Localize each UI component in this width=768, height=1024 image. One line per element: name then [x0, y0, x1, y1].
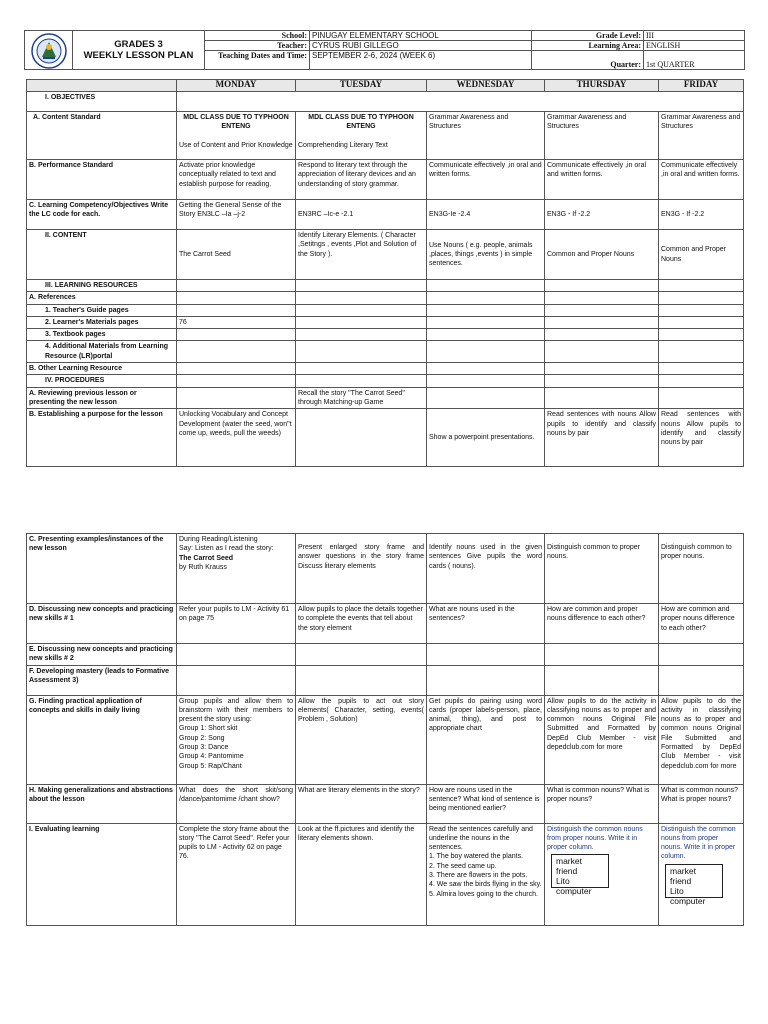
cs-tuesday — [296, 112, 427, 160]
ps-tuesday: Respond to literary text through the appreciation of literary devices and an understanding of story grammar. — [296, 160, 427, 200]
grade-level-value: III — [644, 31, 745, 41]
cs-wednesday: Grammar Awareness and Structures — [427, 112, 545, 160]
evaluating-wednesday-text: Read the sentences carefully and underline the nouns in the sentences. — [429, 825, 533, 852]
quarter-value: 1st QUARTER — [644, 60, 745, 70]
dates-label: Teaching Dates and Time: — [205, 51, 310, 70]
lc-monday: Getting the General Sense of the Story EN3LC –Ia –j-2 — [177, 200, 296, 230]
generalizations-tuesday: What are literary elements in the story? — [296, 784, 427, 823]
discussing1-label: D. Discussing new concepts and practicing new skills # 1 — [27, 604, 177, 644]
content-heading: II. CONTENT — [27, 230, 177, 280]
mastery-label: F. Developing mastery (leads to Formative Assessment 3) — [27, 665, 177, 695]
ps-monday: Activate prior knowledge conceptually related to text and establish purpose for reading. — [177, 160, 296, 200]
evaluating-label: I. Evaluating learning — [27, 823, 177, 925]
word-box — [551, 854, 609, 897]
other-resources-label: B. Other Learning Resource — [27, 363, 177, 375]
presenting-friday: Distinguish common to proper nouns. — [659, 534, 744, 604]
header-table — [24, 30, 745, 70]
objectives-blank — [177, 92, 744, 112]
school-value: PINUGAY ELEMENTARY SCHOOL — [310, 31, 532, 41]
word-item: friend — [556, 866, 578, 877]
lm-pages-label: 2. Learner's Materials pages — [27, 316, 177, 328]
performance-standard-label: B. Performance Standard — [27, 160, 177, 200]
cs-tuesday-title: MDL CLASS DUE TO TYPHOON ENTENG — [308, 114, 414, 131]
evaluating-thursday — [545, 823, 659, 925]
sentence-item: 5. Almira loves going to the church. — [429, 890, 538, 898]
ps-friday: Communicate effectively ,in oral and written forms. — [659, 160, 744, 200]
group-item: Group 2: Song — [179, 734, 225, 742]
word-item: friend — [670, 875, 692, 886]
day-header-tuesday: TUESDAY — [296, 80, 427, 92]
purpose-monday: Unlocking Vocabulary and Concept Development (water the seed, won"t come up, weeds, pull the weeds) — [177, 409, 296, 467]
reviewing-label: A. Reviewing previous lesson or presenting the new lesson — [27, 387, 177, 409]
finding-monday-text: Group pupils and allow them to brainstorm with their members to present the story using: — [179, 697, 293, 724]
purpose-friday: Read sentences with nouns Allow pupils to identify and classify nouns by pair — [659, 409, 744, 467]
generalizations-thursday: What is common nouns? What is proper nouns? — [545, 784, 659, 823]
evaluating-wednesday — [427, 823, 545, 925]
presenting-tuesday: Present enlarged story frame and answer questions in the story frame Discuss literary elements — [296, 534, 427, 604]
area-value: ENGLISH — [644, 41, 745, 51]
cs-monday — [177, 112, 296, 160]
discussing1-monday: Refer your pupils to LM - Activity 61 on page 75 — [177, 604, 296, 644]
sentence-item: 3. There are flowers in the pots. — [429, 872, 528, 880]
presenting-label: C. Presenting examples/instances of the new lesson — [27, 534, 177, 604]
content-thursday: Common and Proper Nouns — [545, 230, 659, 280]
additional-materials-label: 4. Additional Materials from Learning Resource (LR)portal — [27, 341, 177, 363]
day-header-thursday: THURSDAY — [545, 80, 659, 92]
title-block — [73, 31, 205, 70]
presenting-monday-author: by Ruth Krauss — [179, 563, 227, 571]
day-header-monday: MONDAY — [177, 80, 296, 92]
generalizations-friday: What is common nouns? What is proper nouns? — [659, 784, 744, 823]
discussing1-friday: How are common and proper nouns difference to each other? — [659, 604, 744, 644]
day-header-friday: FRIDAY — [659, 80, 744, 92]
lc-wednesday: EN3G-Ie -2.4 — [427, 200, 545, 230]
evaluating-monday: Complete the story frame about the story "The Carrot Seed". Refer your pupils to LM - Activity 62 on page 76. — [177, 823, 296, 925]
presenting-monday — [177, 534, 296, 604]
procedures-heading: IV. PROCEDURES — [27, 375, 177, 387]
generalizations-monday: What does the short skit/song /dance/pantomime /chant show? — [177, 784, 296, 823]
word-item: Lito — [670, 885, 684, 896]
finding-label: G. Finding practical application of concepts and skills in daily living — [27, 695, 177, 784]
deped-seal — [25, 31, 73, 70]
group-item: Group 3: Dance — [179, 744, 229, 752]
grades-title: GRADES 3 — [114, 39, 163, 50]
finding-monday — [177, 695, 296, 784]
evaluating-tuesday: Look at the ff.pictures and identify the literary elements shown. — [296, 823, 427, 925]
purpose-thursday: Read sentences with nouns Allow pupils to identify and classify nouns by pair — [545, 409, 659, 467]
ps-thursday: Communicate effectively ,in oral and written forms. — [545, 160, 659, 200]
review-tuesday: Recall the story "The Carrot Seed" through Matching-up Game — [296, 387, 427, 409]
discussing1-tuesday: Allow pupils to place the details together to complete the events that tell about the story element — [296, 604, 427, 644]
lesson-plan-table-page2 — [26, 533, 744, 926]
sentence-item: 4. We saw the birds flying in the sky. — [429, 881, 542, 889]
quarter-label: Quarter: — [532, 60, 644, 70]
sentence-item: 2. The seed came up. — [429, 862, 497, 870]
ps-wednesday: Communicate effectively ,in oral and written forms. — [427, 160, 545, 200]
resources-heading: III. LEARNING RESOURCES — [27, 280, 177, 292]
competency-label: C. Learning Competency/Objectives Write the LC code for each. — [27, 200, 177, 230]
discussing1-thursday: How are common and proper nouns difference to each other? — [545, 604, 659, 644]
lesson-plan-table-page1 — [26, 79, 744, 467]
generalizations-label: H. Making generalizations and abstractions about the lesson — [27, 784, 177, 823]
teacher-value: CYRUS RUBI GILLEGO — [310, 41, 532, 51]
lc-tuesday: EN3RC –Ic-e -2.1 — [296, 200, 427, 230]
purpose-wednesday: Show a powerpoint presentations. — [427, 409, 545, 467]
objectives-heading: I. OBJECTIVES — [27, 92, 177, 112]
lc-thursday: EN3G - If -2.2 — [545, 200, 659, 230]
content-friday: Common and Proper Nouns — [659, 230, 744, 280]
dates-value: SEPTEMBER 2-6, 2024 (WEEK 6) — [310, 51, 532, 70]
presenting-wednesday: Identify nouns used in the given sentences Give pupils the word cards ( nouns). — [427, 534, 545, 604]
word-item: computer — [556, 886, 592, 897]
finding-wednesday: Get pupils do pairing using word cards (proper labels-person, place, animal, thing), and post to appropriate chart — [427, 695, 545, 784]
group-item: Group 4: Pantomime — [179, 753, 244, 761]
content-monday: The Carrot Seed — [177, 230, 296, 280]
word-item: market — [670, 865, 696, 876]
cs-tuesday-text: Comprehending Literary Text — [298, 141, 388, 149]
presenting-thursday: Distinguish common to proper nouns. — [545, 534, 659, 604]
sentence-item: 1. The boy watered the plants. — [429, 853, 524, 861]
teacher-label: Teacher: — [205, 41, 310, 51]
cs-monday-title: MDL CLASS DUE TO TYPHOON ENTENG — [183, 114, 289, 131]
cs-monday-text: Use of Content and Prior Knowledge — [179, 141, 293, 149]
content-tuesday: Identify Literary Elements. ( Character ,Setitngs , events ,Plot and Solution of the Story ). — [296, 230, 427, 280]
area-label: Learning Area: — [532, 41, 644, 51]
word-item: Lito — [556, 876, 570, 887]
tg-pages-label: 1. Teacher's Guide pages — [27, 304, 177, 316]
content-wednesday: Use Nouns ( e.g. people, animals ,places, things ,events ) in simple sentences. — [427, 230, 545, 280]
word-box — [665, 864, 723, 906]
references-label: A. References — [27, 292, 177, 304]
plan-title: WEEKLY LESSON PLAN — [83, 50, 194, 61]
finding-thursday: Allow pupils to do the activity in classifying nouns as to proper and common nouns Original File Submitted and Formatted by DepEd Club Member - visit depedclub.com for more — [545, 695, 659, 784]
evaluating-friday-text: Distinguish the common nouns from proper nouns. Write it in proper column. — [661, 825, 736, 861]
generalizations-wednesday: How are nouns used in the sentence? What kind of sentence is being mentioned earlier? — [427, 784, 545, 823]
presenting-monday-story: The Carrot Seed — [179, 554, 234, 562]
seal-icon — [31, 33, 67, 69]
evaluating-friday — [659, 823, 744, 925]
group-item: Group 5: Rap/Chant — [179, 762, 242, 770]
finding-tuesday: Allow the pupils to act out story elements( Character, setting, events( Problem , Solution) — [296, 695, 427, 784]
discussing1-wednesday: What are nouns used in the sentences? — [427, 604, 545, 644]
content-standard-label: A. Content Standard — [27, 112, 177, 160]
cs-thursday: Grammar Awareness and Structures — [545, 112, 659, 160]
lc-friday: EN3G - If -2.2 — [659, 200, 744, 230]
purpose-label: B. Establishing a purpose for the lesson — [27, 409, 177, 467]
presenting-monday-line: During Reading/Listening — [179, 536, 258, 543]
header-blank — [644, 51, 745, 61]
lm-pages-monday: 76 — [177, 316, 296, 328]
header-blank — [532, 51, 644, 61]
presenting-monday-line: Say: Listen as I read the story: — [179, 545, 274, 553]
finding-friday: Allow pupils to do the activity in classifying nouns as to proper and common nouns Original File Submitted and Formatted by DepEd Club Member - visit depedclub.com for more — [659, 695, 744, 784]
textbook-pages-label: 3. Textbook pages — [27, 329, 177, 341]
school-label: School: — [205, 31, 310, 41]
grade-level-label: Grade Level: — [532, 31, 644, 41]
group-item: Group 1: Short skit — [179, 725, 238, 733]
word-item: market — [556, 856, 582, 867]
day-header-wednesday: WEDNESDAY — [427, 80, 545, 92]
evaluating-thursday-text: Distinguish the common nouns from proper nouns. Write it in proper column. — [547, 825, 643, 852]
word-item: computer — [670, 895, 706, 906]
discussing2-label: E. Discussing new concepts and practicing new skills # 2 — [27, 644, 177, 666]
day-header-blank — [27, 80, 177, 92]
cs-friday: Grammar Awareness and Structures — [659, 112, 744, 160]
